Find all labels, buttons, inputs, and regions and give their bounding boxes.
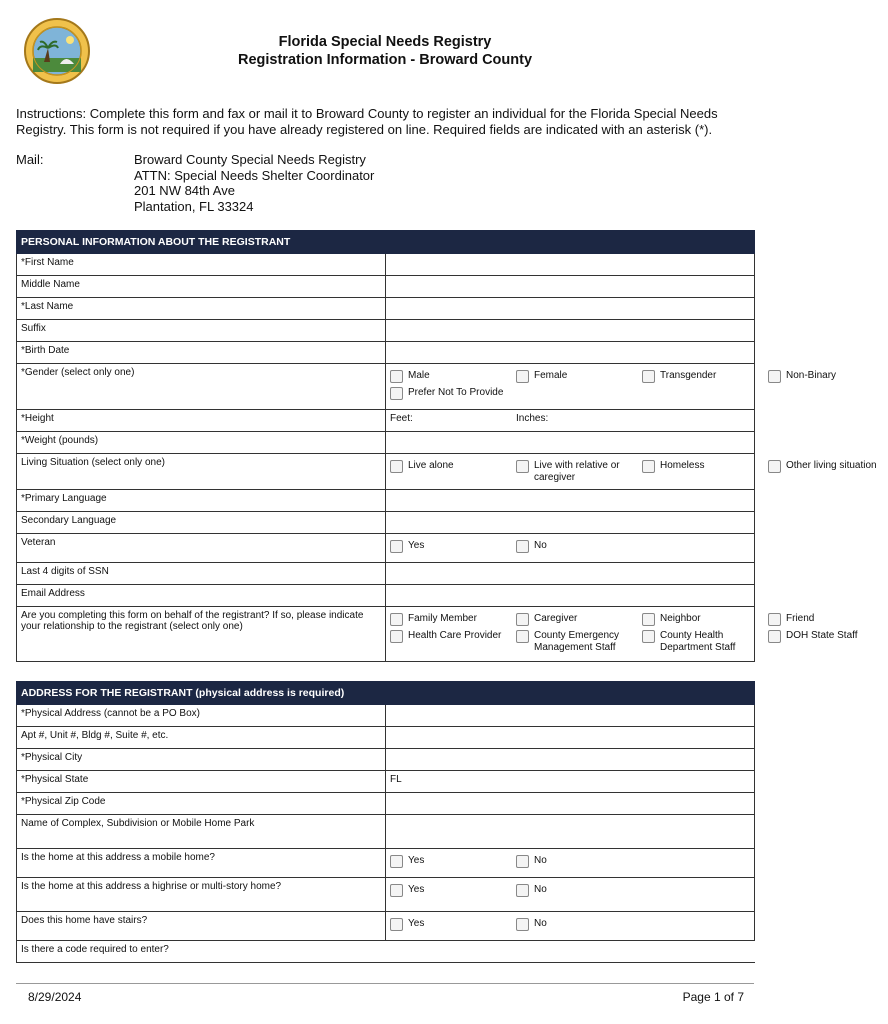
- mobile-home-yes[interactable]: Yes: [390, 855, 516, 868]
- birth-date-field[interactable]: [386, 342, 755, 364]
- checkbox[interactable]: [642, 630, 655, 643]
- city-field[interactable]: [386, 749, 755, 771]
- middle-name-field[interactable]: [386, 276, 755, 298]
- gender-label: *Gender (select only one): [17, 364, 386, 410]
- address-table: [16, 681, 755, 963]
- checkbox[interactable]: [390, 884, 403, 897]
- instructions-text: Instructions: Complete this form and fax or mail it to Broward County to register an individual for the Florida Special Needs Registry. This form is not required if you have already registered on line. Required fields are indicated with an asterisk (*).: [16, 106, 718, 137]
- living-option-relative[interactable]: Live with relative or caregiver: [516, 460, 642, 484]
- secondary-language-label: Secondary Language: [17, 512, 386, 534]
- stairs-options: [386, 912, 755, 941]
- checkbox[interactable]: [390, 630, 403, 643]
- checkbox[interactable]: [390, 540, 403, 553]
- checkbox[interactable]: [768, 630, 781, 643]
- physical-address-label: *Physical Address (cannot be a PO Box): [17, 705, 386, 727]
- relationship-options: [386, 607, 858, 662]
- checkbox[interactable]: [390, 370, 403, 383]
- checkbox[interactable]: [516, 613, 529, 626]
- highrise-no[interactable]: No: [516, 884, 642, 897]
- living-option-other[interactable]: Other living situation: [768, 460, 888, 484]
- mail-address: [134, 152, 374, 214]
- checkbox[interactable]: [390, 918, 403, 931]
- ssn-field[interactable]: [386, 563, 755, 585]
- complex-field[interactable]: [386, 815, 755, 849]
- florida-state-seal: [24, 18, 90, 84]
- checkbox[interactable]: [516, 630, 529, 643]
- gender-option-non-binary[interactable]: Non-Binary: [768, 370, 888, 383]
- checkbox[interactable]: [390, 387, 403, 400]
- mobile-home-options: [386, 849, 755, 878]
- relationship-option-health-care[interactable]: Health Care Provider: [390, 630, 516, 654]
- entry-code-label: Is there a code required to enter?: [17, 941, 755, 963]
- mobile-home-label: Is the home at this address a mobile home?: [17, 849, 386, 878]
- primary-language-label: *Primary Language: [17, 490, 386, 512]
- address-header: ADDRESS FOR THE REGISTRANT (physical address is required): [17, 682, 755, 705]
- gender-options: [386, 364, 837, 410]
- checkbox[interactable]: [516, 855, 529, 868]
- mail-label: Mail:: [16, 152, 44, 167]
- last-name-field[interactable]: [386, 298, 755, 320]
- relationship-label: Are you completing this form on behalf of the registrant? If so, please indicate your relationship to the registrant (select only one): [17, 607, 386, 662]
- checkbox[interactable]: [516, 884, 529, 897]
- physical-address-field[interactable]: [386, 705, 755, 727]
- stairs-no[interactable]: No: [516, 918, 642, 931]
- relationship-option-friend[interactable]: Friend: [768, 613, 888, 626]
- gender-option-transgender[interactable]: Transgender: [642, 370, 768, 383]
- ssn-label: Last 4 digits of SSN: [17, 563, 386, 585]
- suffix-field[interactable]: [386, 320, 755, 342]
- personal-info-table: [16, 230, 877, 662]
- footer-date: 8/29/2024: [28, 990, 82, 1004]
- mail-address-line: 201 NW 84th Ave: [134, 183, 235, 198]
- middle-name-label: Middle Name: [17, 276, 386, 298]
- relationship-option-neighbor[interactable]: Neighbor: [642, 613, 768, 626]
- living-situation-options: [386, 454, 877, 490]
- checkbox[interactable]: [642, 460, 655, 473]
- checkbox[interactable]: [516, 918, 529, 931]
- checkbox[interactable]: [516, 370, 529, 383]
- form-title: Florida Special Needs Registry: [278, 34, 492, 50]
- checkbox[interactable]: [768, 460, 781, 473]
- gender-option-female[interactable]: Female: [516, 370, 642, 383]
- footer-divider: [16, 983, 754, 984]
- height-inches-label: Inches:: [516, 413, 549, 424]
- checkbox[interactable]: [768, 370, 781, 383]
- relationship-option-caregiver[interactable]: Caregiver: [516, 613, 642, 626]
- weight-label: *Weight (pounds): [17, 432, 386, 454]
- veteran-options: [386, 534, 755, 563]
- stairs-label: Does this home have stairs?: [17, 912, 386, 941]
- suffix-label: Suffix: [17, 320, 386, 342]
- state-field[interactable]: FL: [386, 771, 755, 793]
- zip-label: *Physical Zip Code: [17, 793, 386, 815]
- city-label: *Physical City: [17, 749, 386, 771]
- veteran-option-yes[interactable]: Yes: [390, 540, 516, 553]
- highrise-yes[interactable]: Yes: [390, 884, 516, 897]
- primary-language-field[interactable]: [386, 490, 755, 512]
- relationship-option-family[interactable]: Family Member: [390, 613, 516, 626]
- email-field[interactable]: [386, 585, 755, 607]
- checkbox[interactable]: [642, 370, 655, 383]
- personal-info-header: PERSONAL INFORMATION ABOUT THE REGISTRANT: [17, 231, 755, 254]
- stairs-yes[interactable]: Yes: [390, 918, 516, 931]
- weight-field[interactable]: [386, 432, 755, 454]
- mail-address-line: Broward County Special Needs Registry: [134, 152, 366, 167]
- gender-option-prefer-not[interactable]: Prefer Not To Provide: [390, 387, 642, 400]
- first-name-label: *First Name: [17, 254, 386, 276]
- highrise-options: [386, 878, 755, 912]
- height-label: *Height: [17, 410, 386, 432]
- zip-field[interactable]: [386, 793, 755, 815]
- checkbox[interactable]: [516, 540, 529, 553]
- page-number: Page 1 of 7: [682, 990, 744, 1004]
- highrise-label: Is the home at this address a highrise or multi-story home?: [17, 878, 386, 912]
- checkbox[interactable]: [642, 613, 655, 626]
- checkbox[interactable]: [390, 613, 403, 626]
- secondary-language-field[interactable]: [386, 512, 755, 534]
- checkbox[interactable]: [768, 613, 781, 626]
- veteran-label: Veteran: [17, 534, 386, 563]
- mail-address-line: Plantation, FL 33324: [134, 198, 254, 214]
- email-label: Email Address: [17, 585, 386, 607]
- apt-field[interactable]: [386, 727, 755, 749]
- birth-date-label: *Birth Date: [17, 342, 386, 364]
- relationship-option-county-em[interactable]: County Emergency Management Staff: [516, 630, 642, 654]
- complex-label: Name of Complex, Subdivision or Mobile Home Park: [17, 815, 386, 849]
- checkbox[interactable]: [390, 460, 403, 473]
- form-subtitle: Registration Information - Broward County: [237, 52, 533, 68]
- checkbox[interactable]: [516, 460, 529, 473]
- living-option-homeless[interactable]: Homeless: [642, 460, 768, 484]
- state-label: *Physical State: [17, 771, 386, 793]
- checkbox[interactable]: [390, 855, 403, 868]
- height-field[interactable]: [386, 410, 755, 432]
- last-name-label: *Last Name: [17, 298, 386, 320]
- first-name-field[interactable]: [386, 254, 755, 276]
- mail-address-line: ATTN: Special Needs Shelter Coordinator: [134, 167, 375, 183]
- height-feet-label: Feet:: [390, 413, 413, 424]
- relationship-option-county-health[interactable]: County Health Department Staff: [642, 630, 768, 654]
- relationship-option-doh[interactable]: DOH State Staff: [768, 630, 888, 654]
- apt-label: Apt #, Unit #, Bldg #, Suite #, etc.: [17, 727, 386, 749]
- living-option-alone[interactable]: Live alone: [390, 460, 516, 484]
- veteran-option-no[interactable]: No: [516, 540, 642, 553]
- living-situation-label: Living Situation (select only one): [17, 454, 386, 490]
- gender-option-male[interactable]: Male: [390, 370, 516, 383]
- mobile-home-no[interactable]: No: [516, 855, 642, 868]
